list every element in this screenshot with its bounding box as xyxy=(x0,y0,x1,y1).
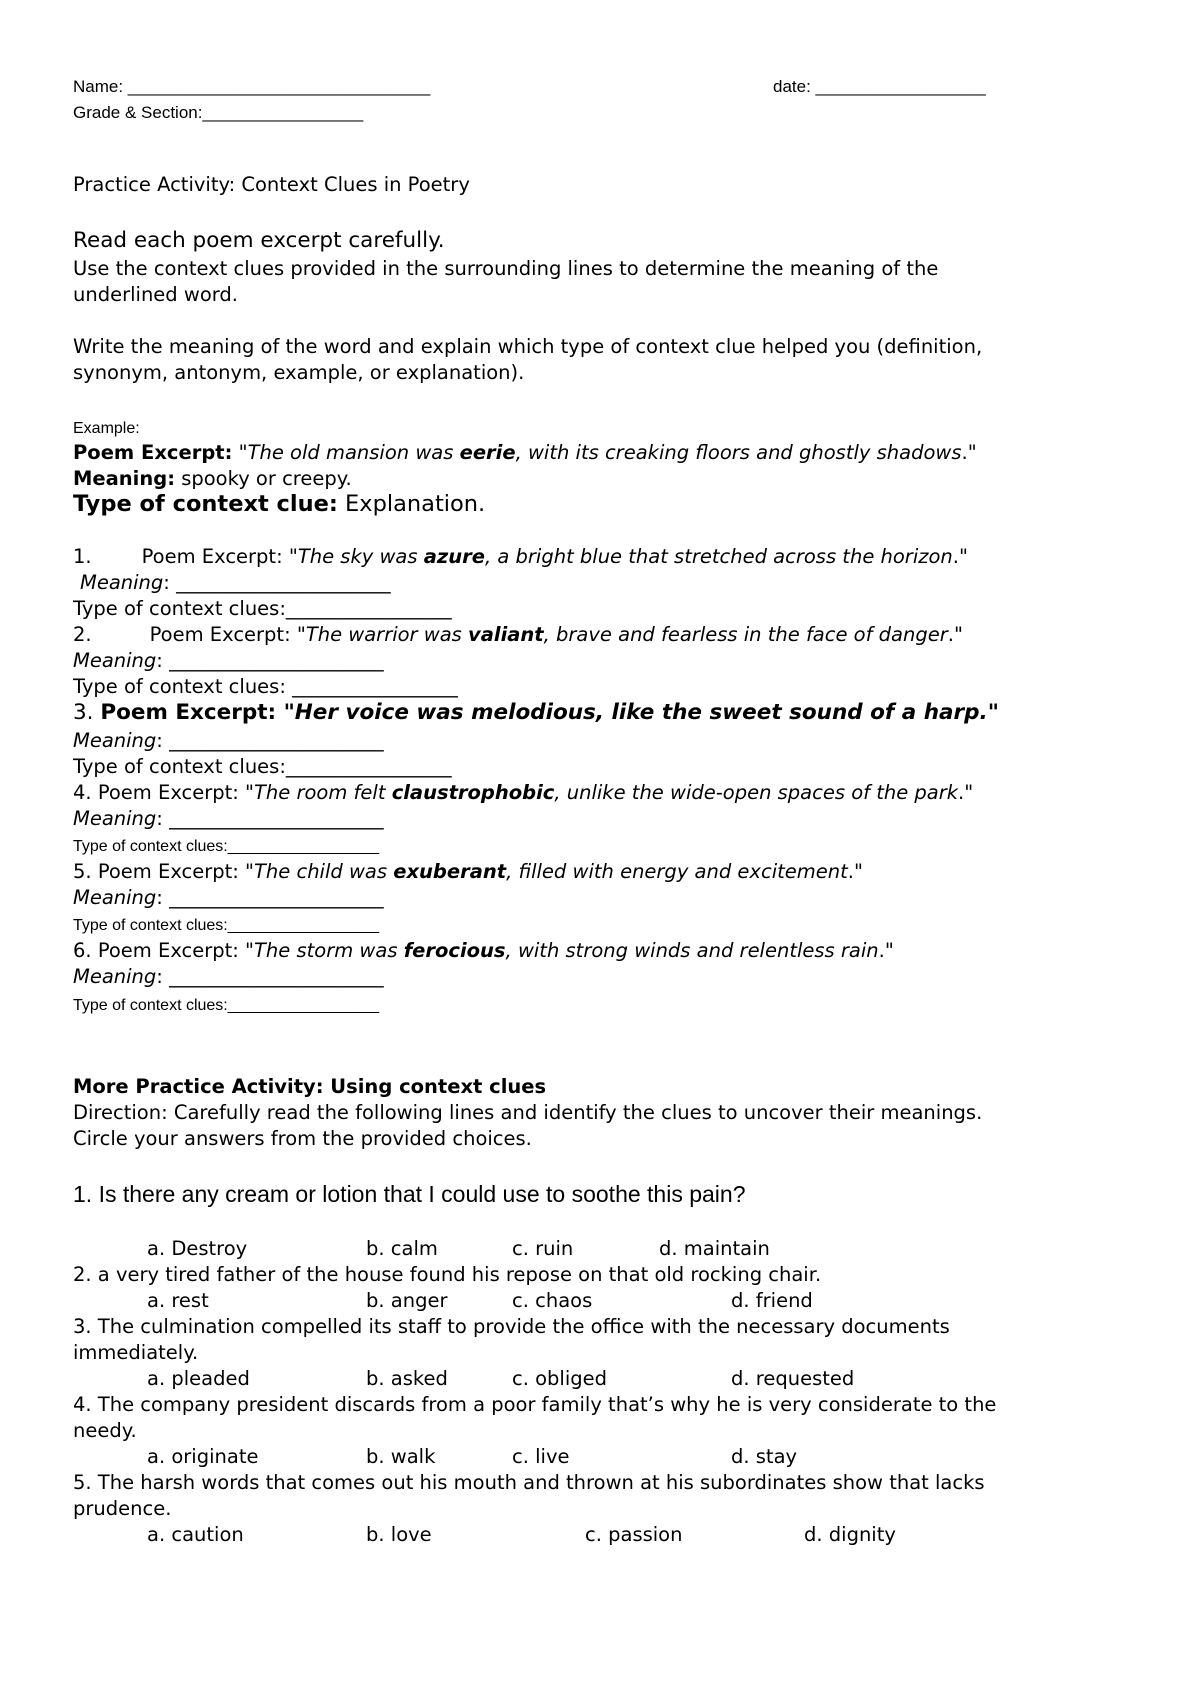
choice-option[interactable]: d. stay xyxy=(731,1445,798,1468)
page-title: Practice Activity: Context Clues in Poetry xyxy=(73,173,470,196)
quote-close: ." xyxy=(847,860,863,883)
question-choices xyxy=(0,1522,1200,1548)
item-excerpt xyxy=(73,700,999,726)
excerpt-text: The sky was xyxy=(297,545,424,568)
item-meaning xyxy=(73,806,384,832)
item-meaning xyxy=(73,728,384,754)
meaning-blank: : ______________________ xyxy=(156,729,384,752)
meaning-blank: : ______________________ xyxy=(163,571,391,594)
choice-option[interactable]: d. dignity xyxy=(804,1523,896,1546)
target-word: eerie xyxy=(459,441,516,464)
target-word: ferocious xyxy=(403,939,506,962)
target-word: azure xyxy=(423,545,485,568)
instructions-line: Write the meaning of the word and explain which type of context clue helped you (definition, xyxy=(73,335,983,358)
excerpt-text: , unlike the wide-open spaces of the park xyxy=(554,781,959,804)
item-excerpt xyxy=(73,622,963,648)
choice-option[interactable]: a. caution xyxy=(147,1523,244,1546)
excerpt-text: , with its creaking floors and ghostly shadows xyxy=(515,441,962,464)
target-word: claustrophobic xyxy=(391,781,555,804)
excerpt-text: The warrior was xyxy=(305,623,469,646)
choice-option[interactable]: c. live xyxy=(512,1445,570,1468)
item-meaning xyxy=(80,570,391,596)
grade-section-field: Grade & Section:_________________ xyxy=(73,103,364,122)
type-value: Explanation. xyxy=(337,491,486,517)
meaning-blank: : ______________________ xyxy=(156,807,384,830)
item-number: 3. xyxy=(73,700,94,725)
excerpt-text: , brave and fearless in the face of danger xyxy=(543,623,948,646)
target-word: valiant xyxy=(468,623,544,646)
instructions-line: synonym, antonym, example, or explanation). xyxy=(73,361,525,384)
item-type-line: Type of context clues:_________________ xyxy=(73,997,380,1014)
item-type-line: Type of context clues:_________________ xyxy=(73,838,380,855)
instructions-line: Use the context clues provided in the surrounding lines to determine the meaning of the xyxy=(73,257,939,280)
target-word: melodious xyxy=(471,700,596,725)
target-word: exuberant xyxy=(393,860,507,883)
type-label: Type of context clue: xyxy=(73,491,338,517)
item-excerpt xyxy=(73,938,894,964)
question-text: immediately. xyxy=(73,1341,199,1364)
more-practice-direction: Direction: Carefully read the following lines and identify the clues to uncover their meanings. xyxy=(73,1101,983,1124)
quote-close: ." xyxy=(878,939,894,962)
choice-option[interactable]: d. friend xyxy=(731,1289,813,1312)
instructions-heading: Read each poem excerpt carefully. xyxy=(73,228,445,253)
excerpt-text: The old mansion was xyxy=(247,441,460,464)
meaning-blank: : ______________________ xyxy=(156,886,384,909)
excerpt-label: Poem Excerpt: xyxy=(73,441,233,464)
item-number: 6. xyxy=(73,939,92,962)
question-text: 4. The company president discards from a poor family that’s why he is very considerate to the xyxy=(73,1393,997,1416)
choice-option[interactable]: b. walk xyxy=(366,1445,436,1468)
excerpt-label: Poem Excerpt: " xyxy=(97,860,255,883)
date-field: date: __________________ xyxy=(773,77,986,96)
meaning-label: Meaning xyxy=(73,965,157,988)
meaning-blank: : ______________________ xyxy=(156,649,384,672)
question-text: 1. Is there any cream or lotion that I could use to soothe this pain? xyxy=(73,1181,746,1207)
meaning-label: Meaning: xyxy=(73,467,175,490)
item-type-line: Type of context clues:_________________ xyxy=(73,755,452,778)
item-number: 5. xyxy=(73,860,92,883)
excerpt-label: Poem Excerpt: " xyxy=(100,700,295,725)
item-type-line: Type of context clues: _________________ xyxy=(73,675,458,698)
excerpt-label: Poem Excerpt: " xyxy=(97,781,255,804)
excerpt-text: , like the sweet sound of a harp. xyxy=(595,700,988,725)
item-type-line: Type of context clues:_________________ xyxy=(73,597,452,620)
item-number: 2. xyxy=(73,623,92,646)
question-text: prudence. xyxy=(73,1497,172,1520)
meaning-value: spooky or creepy. xyxy=(175,467,352,490)
meaning-label: Meaning xyxy=(73,729,157,752)
choice-option[interactable]: a. Destroy xyxy=(147,1237,248,1260)
excerpt-text: The room felt xyxy=(254,781,392,804)
example-excerpt xyxy=(73,440,977,466)
instructions-line: underlined word. xyxy=(73,283,239,306)
item-meaning xyxy=(73,648,384,674)
question-choices xyxy=(0,1236,1200,1262)
example-type xyxy=(73,491,485,517)
choice-option[interactable]: b. calm xyxy=(366,1237,438,1260)
choice-option[interactable]: c. obliged xyxy=(512,1367,608,1390)
excerpt-text: , a bright blue that stretched across the horizon xyxy=(484,545,953,568)
example-meaning xyxy=(73,466,352,492)
choice-option[interactable]: a. rest xyxy=(147,1289,209,1312)
question-choices xyxy=(0,1444,1200,1470)
item-type-line: Type of context clues:_________________ xyxy=(73,917,380,934)
example-label: Example: xyxy=(73,420,140,437)
item-meaning xyxy=(73,964,384,990)
quote-close: ." xyxy=(961,441,977,464)
choice-option[interactable]: c. ruin xyxy=(512,1237,574,1260)
meaning-label: Meaning xyxy=(73,649,157,672)
question-choices xyxy=(0,1366,1200,1392)
question-text: needy. xyxy=(73,1419,137,1442)
question-text: 5. The harsh words that comes out his mouth and thrown at his subordinates show that lacks xyxy=(73,1471,985,1494)
meaning-label: Meaning xyxy=(73,886,157,909)
choice-option[interactable]: d. maintain xyxy=(659,1237,770,1260)
choice-option[interactable]: b. anger xyxy=(366,1289,448,1312)
item-meaning xyxy=(73,885,384,911)
name-field: Name: ________________________________ xyxy=(73,77,431,96)
quote-close: ." xyxy=(952,545,968,568)
more-practice-title: More Practice Activity: Using context clues xyxy=(73,1075,547,1098)
item-number: 1. xyxy=(73,545,92,568)
excerpt-label: Poem Excerpt: " xyxy=(141,545,298,568)
item-excerpt xyxy=(73,859,863,885)
choice-option[interactable]: b. asked xyxy=(366,1367,448,1390)
excerpt-label: Poem Excerpt: " xyxy=(97,939,255,962)
choice-option[interactable]: a. pleaded xyxy=(147,1367,250,1390)
quote-close: " xyxy=(987,700,999,725)
excerpt-text: , filled with energy and excitement xyxy=(506,860,848,883)
excerpt-text: The child was xyxy=(254,860,394,883)
quote-close: ." xyxy=(958,781,974,804)
excerpt-text: Her voice was xyxy=(294,700,472,725)
item-number: 4. xyxy=(73,781,92,804)
choice-option[interactable]: a. originate xyxy=(147,1445,259,1468)
quote-close: ." xyxy=(947,623,963,646)
item-excerpt xyxy=(73,544,968,570)
quote-open: " xyxy=(232,441,248,464)
meaning-label: Meaning xyxy=(73,807,157,830)
meaning-blank: : ______________________ xyxy=(156,965,384,988)
choice-option[interactable]: d. requested xyxy=(731,1367,855,1390)
question-text: 3. The culmination compelled its staff to provide the office with the necessary documents xyxy=(73,1315,950,1338)
excerpt-label: Poem Excerpt: " xyxy=(149,623,306,646)
choice-option[interactable]: c. chaos xyxy=(512,1289,593,1312)
item-excerpt xyxy=(73,780,973,806)
excerpt-text: The storm was xyxy=(254,939,404,962)
more-practice-direction: Circle your answers from the provided choices. xyxy=(73,1127,532,1150)
meaning-label: Meaning xyxy=(80,571,164,594)
choice-option[interactable]: b. love xyxy=(366,1523,432,1546)
excerpt-text: , with strong winds and relentless rain xyxy=(505,939,879,962)
choice-option[interactable]: c. passion xyxy=(585,1523,683,1546)
question-text: 2. a very tired father of the house found his repose on that old rocking chair. xyxy=(73,1263,822,1286)
question-choices xyxy=(0,1288,1200,1314)
